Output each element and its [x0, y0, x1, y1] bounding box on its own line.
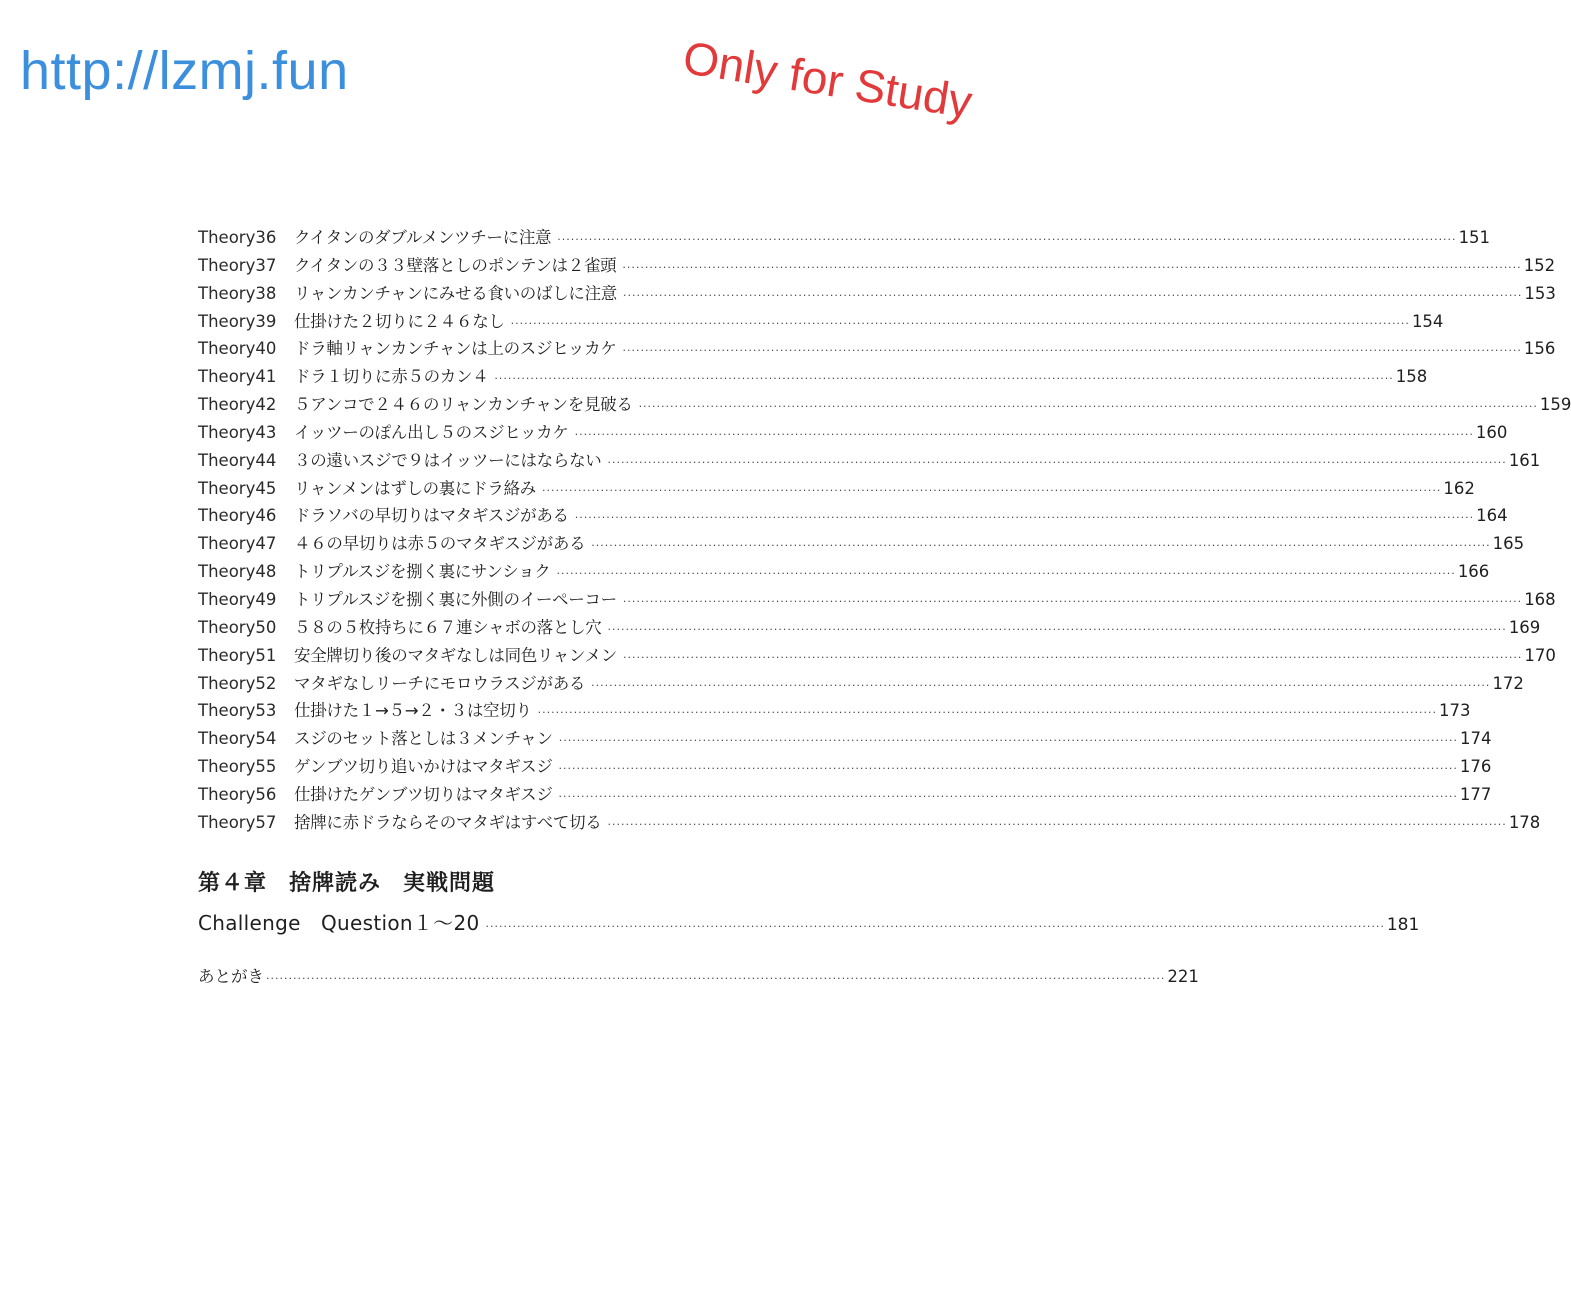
toc-row[interactable] [198, 558, 1490, 586]
toc-row[interactable] [198, 586, 1556, 614]
toc-page-number: 165 [1492, 534, 1525, 554]
toc-title: ５アンコで２４６のリャンカンチャンを見破る [294, 395, 633, 415]
leader-dots: ········································································································································································································ [542, 483, 1442, 497]
toc-page-number: 177 [1459, 784, 1492, 804]
toc-title: トリプルスジを捌く裏に外側のイーペーコー [294, 589, 617, 609]
toc-row[interactable] [198, 502, 1508, 530]
toc-title: クイタンのダブルメンツチーに注意 [294, 228, 552, 247]
leader-dots: ········································································································································································································ [607, 817, 1507, 831]
toc-title: リャンカンチャンにみせる食いのばしに注意 [294, 283, 618, 303]
leader-dots: ········································································································································································································ [485, 920, 1385, 933]
toc-page-number: 173 [1438, 701, 1471, 721]
afterword-entry[interactable] [198, 962, 1199, 992]
toc-page-number: 162 [1443, 478, 1475, 498]
toc-row[interactable] [198, 252, 1556, 280]
leader-dots: ········································································································································································································ [558, 789, 1458, 803]
toc-page-number: 166 [1457, 562, 1490, 582]
toc-page-number: 151 [1458, 228, 1491, 247]
leader-dots: ········································································································································································································ [622, 260, 1522, 274]
toc-title: 仕掛けた２切りに２４６なし [294, 311, 505, 331]
toc-theory-number: Theory44 [198, 450, 277, 470]
toc-page-number: 152 [1523, 255, 1556, 275]
toc-title: ドラ軸リャンカンチャンは上のスジヒッカケ [294, 339, 617, 359]
leader-dots: ········································································································································································································ [556, 567, 1456, 581]
toc-title: リャンメンはずしの裏にドラ絡み [294, 478, 537, 498]
toc-title: ドラ１切りに赤５のカン４ [294, 367, 489, 387]
toc-page-number: 174 [1460, 729, 1492, 749]
leader-dots: ········································································································································································································ [622, 344, 1522, 358]
chapter-number: 第４章 [198, 871, 268, 896]
toc-row[interactable] [198, 809, 1541, 837]
toc-theory-number: Theory56 [198, 784, 277, 804]
toc-row[interactable] [198, 335, 1556, 363]
toc-page-number: 172 [1492, 673, 1524, 693]
toc-theory-number: Theory53 [198, 701, 277, 721]
leader-dots: ········································································································································································································ [607, 622, 1507, 636]
toc-page-number: 176 [1459, 757, 1492, 777]
toc-row[interactable] [198, 781, 1492, 809]
toc-page-number: 178 [1508, 812, 1541, 832]
toc-title: 安全牌切り後のマタギなしは同色リャンメン [294, 645, 618, 665]
chapter-heading [198, 866, 517, 897]
toc-row[interactable] [198, 697, 1471, 725]
toc-title: スジのセット落としは３メンチャン [294, 729, 553, 749]
toc-row[interactable] [198, 280, 1556, 308]
toc-row[interactable] [198, 308, 1444, 336]
toc-page-number: 154 [1411, 311, 1444, 331]
toc-row[interactable] [198, 363, 1428, 391]
toc-row[interactable] [198, 447, 1541, 475]
toc-title: ５８の５枚持ちに６７連シャボの落とし穴 [294, 617, 602, 637]
leader-dots: ········································································································································································································ [574, 427, 1474, 441]
toc-page-number: 168 [1524, 589, 1556, 609]
toc-row[interactable] [198, 530, 1525, 558]
toc-theory-number: Theory47 [198, 534, 277, 554]
toc-page-number: 158 [1395, 367, 1428, 387]
toc-theory-number: Theory57 [198, 812, 277, 832]
leader-dots: ········································································································································································································ [622, 594, 1523, 608]
toc-page-number: 156 [1523, 339, 1556, 359]
toc-title: クイタンの３３壁落としのポンテンは２雀頭 [294, 255, 617, 275]
leader-dots: ········································································································································································································ [558, 734, 1459, 748]
toc-row[interactable] [198, 753, 1492, 781]
leader-dots: ········································································································································································································ [591, 678, 1491, 692]
toc-theory-number: Theory41 [198, 367, 277, 387]
toc-theory-number: Theory43 [198, 422, 277, 442]
afterword-label: あとがき [198, 967, 264, 986]
toc-theory-number: Theory37 [198, 255, 277, 275]
challenge-label: Challenge Question１～20 [198, 911, 480, 935]
toc-row[interactable] [198, 642, 1556, 670]
watermark-study: Only for Study [679, 30, 976, 128]
toc-row[interactable] [198, 725, 1492, 753]
toc-theory-number: Theory40 [198, 339, 277, 359]
leader-dots: ········································································································································································································ [574, 511, 1475, 525]
watermark-url: http://lzmj.fun [20, 41, 349, 101]
toc-title: 捨牌に赤ドラならそのマタギはすべて切る [294, 812, 602, 832]
chapter-title: 捨牌読み [289, 871, 382, 896]
toc-row[interactable] [198, 614, 1541, 642]
toc-theory-number: Theory46 [198, 506, 277, 526]
leader-dots: ········································································································································································································ [537, 706, 1437, 720]
table-of-contents [198, 224, 1571, 837]
toc-title: 仕掛けた１→５→２・３は空切り [294, 701, 532, 721]
toc-title: 仕掛けたゲンブツ切りはマタギスジ [294, 784, 553, 804]
toc-theory-number: Theory48 [198, 562, 277, 582]
toc-page-number: 161 [1508, 450, 1541, 470]
toc-page-number: 160 [1475, 422, 1508, 442]
challenge-page: 181 [1386, 915, 1420, 935]
toc-title: ゲンブツ切り追いかけはマタギスジ [294, 757, 553, 777]
toc-theory-number: Theory52 [198, 673, 277, 693]
toc-theory-number: Theory49 [198, 589, 277, 609]
challenge-entry[interactable] [198, 906, 1420, 940]
chapter-subtitle: 実戦問題 [403, 871, 496, 896]
toc-title: マタギなしリーチにモロウラスジがある [294, 673, 586, 693]
afterword-page: 221 [1167, 967, 1199, 986]
toc-theory-number: Theory50 [198, 617, 277, 637]
toc-row[interactable] [198, 391, 1571, 419]
toc-row[interactable] [198, 224, 1491, 252]
toc-page-number: 164 [1476, 506, 1508, 526]
toc-theory-number: Theory54 [198, 729, 277, 749]
toc-title: ４６の早切りは赤５のマタギスジがある [294, 534, 586, 554]
toc-page-number: 170 [1524, 645, 1556, 665]
toc-theory-number: Theory55 [198, 757, 277, 777]
toc-theory-number: Theory45 [198, 478, 277, 498]
toc-theory-number: Theory42 [198, 395, 277, 415]
toc-title: ３の遠いスジで９はイッツーにはならない [294, 450, 602, 470]
toc-theory-number: Theory36 [198, 228, 277, 247]
leader-dots: ········································································································································································································ [266, 972, 1166, 985]
toc-row[interactable] [198, 475, 1475, 503]
toc-theory-number: Theory39 [198, 311, 277, 331]
toc-title: トリプルスジを捌く裏にサンショク [294, 562, 551, 582]
toc-title: ドラソバの早切りはマタギスジがある [294, 506, 569, 526]
leader-dots: ········································································································································································································ [558, 762, 1458, 776]
toc-page-number: 169 [1508, 617, 1541, 637]
leader-dots: ········································································································································································································ [494, 372, 1394, 386]
leader-dots: ········································································································································································································ [557, 233, 1457, 246]
leader-dots: ········································································································································································································ [623, 288, 1523, 302]
toc-row[interactable] [198, 419, 1508, 447]
leader-dots: ········································································································································································································ [607, 455, 1507, 469]
leader-dots: ········································································································································································································ [591, 539, 1491, 553]
toc-title: イッツーのぽん出し５のスジヒッカケ [294, 422, 569, 442]
leader-dots: ········································································································································································································ [510, 316, 1410, 330]
toc-theory-number: Theory51 [198, 645, 277, 665]
toc-row[interactable] [198, 670, 1524, 698]
leader-dots: ········································································································································································································ [638, 400, 1538, 414]
leader-dots: ········································································································································································································ [623, 650, 1523, 664]
toc-page-number: 153 [1524, 283, 1556, 303]
toc-page-number: 159 [1539, 395, 1571, 415]
toc-theory-number: Theory38 [198, 283, 277, 303]
